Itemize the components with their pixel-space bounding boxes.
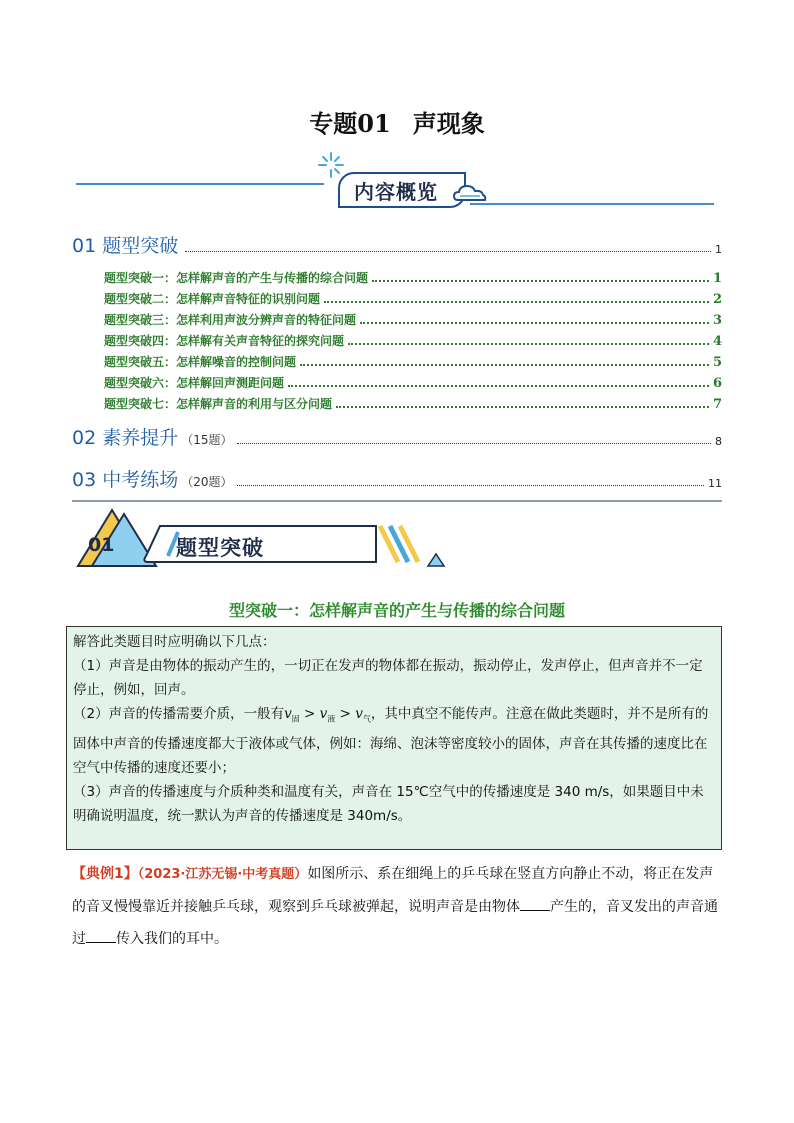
toc-leader <box>360 322 709 324</box>
tips-point-2 <box>73 702 715 780</box>
toc-section-label: 01 题型突破 <box>72 235 179 257</box>
toc-item-label: 题型突破五：怎样解噪音的控制问题 <box>104 355 297 369</box>
v-symbol: v <box>284 706 292 722</box>
tips-box <box>66 626 722 850</box>
tips-point-2-text: （2）声音的传播需要介质，一般有 <box>73 706 285 722</box>
toc-item-label: 题型突破二：怎样解声音特征的识别问题 <box>104 292 321 306</box>
toc-section-label: 02 素养提升 <box>72 427 179 449</box>
example-tag: 【典例1】 <box>72 866 138 882</box>
page-title <box>0 104 794 139</box>
toc-item-1[interactable] <box>104 268 722 286</box>
toc-item-4[interactable] <box>104 331 722 349</box>
example-text-1: 如图所示、系在细绳上的乒乓球在竖直方向静止不动，将正在发声的音叉慢慢靠近并接触乒乓球，观察到乒乓球被弹起，说明声音是由物体 <box>72 866 714 915</box>
v-symbol: v <box>319 706 328 722</box>
toc-leader <box>348 343 709 345</box>
toc-section-2[interactable] <box>72 424 722 450</box>
toc-page-number: 1 <box>712 271 722 286</box>
toc-section-1[interactable] <box>72 232 722 258</box>
example-text-2: 产生的，音叉发出的声音通过 <box>72 899 718 947</box>
toc-leader <box>185 250 711 252</box>
toc-page-number: 7 <box>712 397 722 412</box>
overview-label-box <box>338 172 466 208</box>
banner-small-triangle <box>428 554 444 566</box>
toc-page-number: 11 <box>708 477 722 490</box>
section-divider <box>72 500 722 502</box>
toc-page-number: 6 <box>712 376 722 391</box>
sub-liquid: 液 <box>327 714 336 724</box>
sub-solid: 固 <box>291 714 300 724</box>
toc-item-5[interactable] <box>104 352 722 370</box>
answer-blank-2[interactable] <box>86 928 116 943</box>
toc-item-7[interactable] <box>104 394 722 412</box>
toc-leader <box>288 385 709 387</box>
section-number: 01 <box>88 534 115 556</box>
gt-sign: > <box>335 706 356 722</box>
toc-page-number: 4 <box>712 334 722 349</box>
title-prefix: 专题01 <box>309 109 391 138</box>
tips-intro: 解答此类题目时应明确以下几点： <box>73 634 276 650</box>
toc-section-count: （15题） <box>181 433 233 447</box>
toc-leader <box>324 301 709 303</box>
answer-blank-1[interactable] <box>520 896 550 911</box>
toc-leader <box>372 280 709 282</box>
title-main: 声现象 <box>412 109 485 138</box>
toc-item-label: 题型突破一：怎样解声音的产生与传播的综合问题 <box>104 271 369 285</box>
toc-page-number: 3 <box>712 313 722 328</box>
gt-sign: > <box>299 706 320 722</box>
toc-page-number: 5 <box>712 355 722 370</box>
toc-page-number: 8 <box>715 435 722 448</box>
toc-item-label: 题型突破四：怎样解有关声音特征的探究问题 <box>104 334 345 348</box>
section-title: 题型突破 <box>176 536 264 560</box>
overview-label: 内容概览 <box>354 180 438 204</box>
speed-formula <box>284 706 371 722</box>
toc-section-label: 03 中考练场 <box>72 469 179 491</box>
toc-section-count: （20题） <box>181 475 233 489</box>
v-symbol: v <box>355 706 363 722</box>
example-text-3: 传入我们的耳中。 <box>116 931 228 947</box>
toc-item-6[interactable] <box>104 373 722 391</box>
toc-item-2[interactable] <box>104 289 722 307</box>
toc-leader <box>300 364 709 366</box>
cloud-icon <box>452 182 488 204</box>
banner-stripes <box>380 526 418 562</box>
toc-section-3[interactable] <box>72 466 722 492</box>
tips-point-2-rest: ，其中真空不能传声。注意在做此类题时，并不是所有的固体中声音的传播速度都大于液体或气体，例如：海绵、泡沫等密度较小的固体，声音在其传播的速度比在空气中传播的速度还要小； <box>73 706 709 776</box>
sparkle-icon <box>316 150 346 180</box>
toc-leader <box>237 442 712 444</box>
toc-item-label: 题型突破六：怎样解回声测距问题 <box>104 376 285 390</box>
toc-leader <box>237 484 705 486</box>
example-source: （2023·江苏无锡·中考真题） <box>137 867 308 882</box>
example-question <box>72 858 722 955</box>
toc-item-label: 题型突破七：怎样解声音的利用与区分问题 <box>104 397 333 411</box>
tips-point-3: （3）声音的传播速度与介质种类和温度有关，声音在 15℃空气中的传播速度是 340 m/s，如果题目中未明确说明温度，统一默认为声音的传播速度是 340m/s。 <box>73 783 704 824</box>
toc-page-number: 1 <box>715 243 722 256</box>
topic-heading: 型突破一：怎样解声音的产生与传播的综合问题 <box>228 601 565 620</box>
overview-rule-left <box>76 183 324 185</box>
tips-point-1: （1）声音是由物体的振动产生的，一切正在发声的物体都在振动，振动停止，发声停止，但声音并不一定停止，例如，回声。 <box>73 658 703 698</box>
toc-item-label: 题型突破三：怎样利用声波分辨声音的特征问题 <box>104 313 357 327</box>
toc-page-number: 2 <box>712 292 722 307</box>
sub-gas: 气 <box>362 714 371 724</box>
overview-rule-right <box>470 203 714 205</box>
toc-item-3[interactable] <box>104 310 722 328</box>
toc-leader <box>336 406 709 408</box>
